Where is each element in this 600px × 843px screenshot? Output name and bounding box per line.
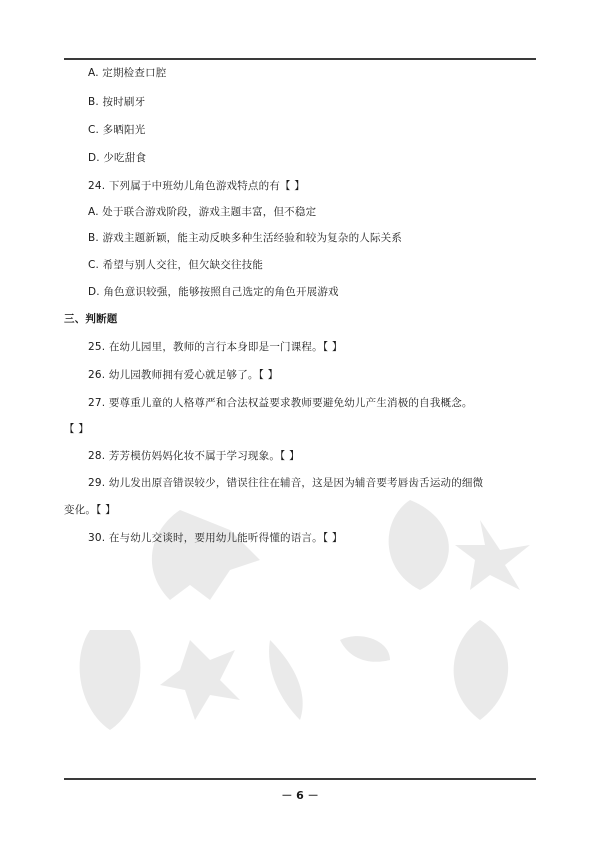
question-text: 30. 在与幼儿交谈时，要用幼儿能听得懂的语言。【 】 <box>88 532 343 544</box>
header-rule <box>64 58 536 60</box>
question-text: 29. 幼儿发出原音错误较少，错误往往在辅音，这是因为辅音要考唇齿舌运动的细微 <box>88 477 484 489</box>
option-text: D. 少吃甜食 <box>88 152 147 164</box>
leaf-shape <box>389 500 449 590</box>
question-text: 24. 下列属于中班幼儿角色游戏特点的有【 】 <box>88 180 305 192</box>
footer-rule <box>64 778 536 780</box>
option-text: B. 游戏主题新颖，能主动反映多种生活经验和较为复杂的人际关系 <box>88 232 403 244</box>
page-number: － 6 － <box>281 789 319 802</box>
option-text: A. 处于联合游戏阶段，游戏主题丰富，但不稳定 <box>88 206 317 218</box>
question-text: 25. 在幼儿园里，教师的言行本身即是一门课程。【 】 <box>88 341 343 353</box>
answer-bracket: 【 】 <box>64 423 89 435</box>
leaf-shape <box>455 520 530 590</box>
option-text: C. 希望与别人交往，但欠缺交往技能 <box>88 259 264 271</box>
option-text: A. 定期检查口腔 <box>88 67 167 79</box>
leaf-shape <box>80 630 141 730</box>
question-text: 26. 幼儿园教师拥有爱心就足够了。【 】 <box>88 369 279 381</box>
question-text: 27. 要尊重儿童的人格尊严和合法权益要求教师要避免幼儿产生消极的自我概念。 <box>88 397 473 409</box>
option-text: D. 角色意识较强，能够按照自己选定的角色开展游戏 <box>88 286 339 298</box>
question-text: 28. 芳芳模仿妈妈化妆不属于学习现象。【 】 <box>88 450 300 462</box>
leaf-shape <box>160 640 240 720</box>
leaf-shape <box>454 620 509 720</box>
leaf-shape <box>152 510 260 600</box>
option-text: B. 按时刷牙 <box>88 96 146 108</box>
section-heading: 三、判断题 <box>64 313 118 325</box>
leaf-shape <box>340 636 390 662</box>
question-continuation: 变化。【 】 <box>64 504 116 516</box>
leaf-watermark-image <box>60 490 540 750</box>
option-text: C. 多晒阳光 <box>88 124 146 136</box>
leaf-shape <box>269 640 303 720</box>
